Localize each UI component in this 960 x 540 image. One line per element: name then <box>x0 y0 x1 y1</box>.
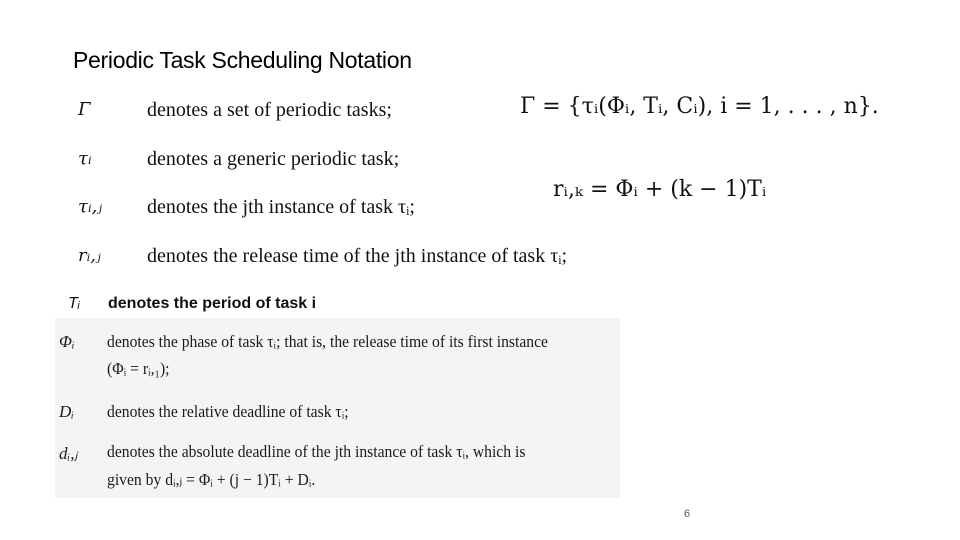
scanned-definitions <box>55 318 620 498</box>
notation-text: denotes the release time of the jth instance of task τᵢ; <box>147 245 568 267</box>
phase-text: denotes the phase of task τᵢ; that is, the release time of its first instance <box>107 332 548 351</box>
release-time-equation: rᵢ,ₖ = Φᵢ + (k − 1)Tᵢ <box>553 177 767 202</box>
absolute-deadline-text-cont: given by dᵢ,ⱼ = Φᵢ + (j − 1)Tᵢ + Dᵢ. <box>107 470 316 489</box>
notation-text: denotes the jth instance of task τᵢ; <box>147 196 415 218</box>
phase-symbol: Φᵢ <box>59 332 75 351</box>
notation-symbol: τᵢ <box>78 148 92 169</box>
period-symbol: Tᵢ <box>68 295 80 312</box>
notation-symbol: Γ <box>78 99 91 120</box>
slide-title: Periodic Task Scheduling Notation <box>73 47 412 73</box>
phase-text-cont: (Φᵢ = rᵢ,₁); <box>107 359 170 378</box>
absolute-deadline-text: denotes the absolute deadline of the jth instance of task τᵢ, which is <box>107 442 526 461</box>
relative-deadline-symbol: Dᵢ <box>59 402 74 421</box>
notation-text: denotes a set of periodic tasks; <box>147 99 392 121</box>
notation-symbol: τᵢ,ⱼ <box>78 196 103 217</box>
task-set-equation: Γ = {τᵢ(Φᵢ, Tᵢ, Cᵢ), i = 1, . . . , n}. <box>520 94 879 119</box>
period-text: denotes the period of task i <box>108 295 317 312</box>
page-number: 6 <box>684 508 691 520</box>
relative-deadline-text: denotes the relative deadline of task τᵢ; <box>107 402 349 421</box>
notation-text: denotes a generic periodic task; <box>147 148 400 170</box>
notation-symbol: rᵢ,ⱼ <box>78 245 101 266</box>
absolute-deadline-symbol: dᵢ,ⱼ <box>59 444 78 463</box>
